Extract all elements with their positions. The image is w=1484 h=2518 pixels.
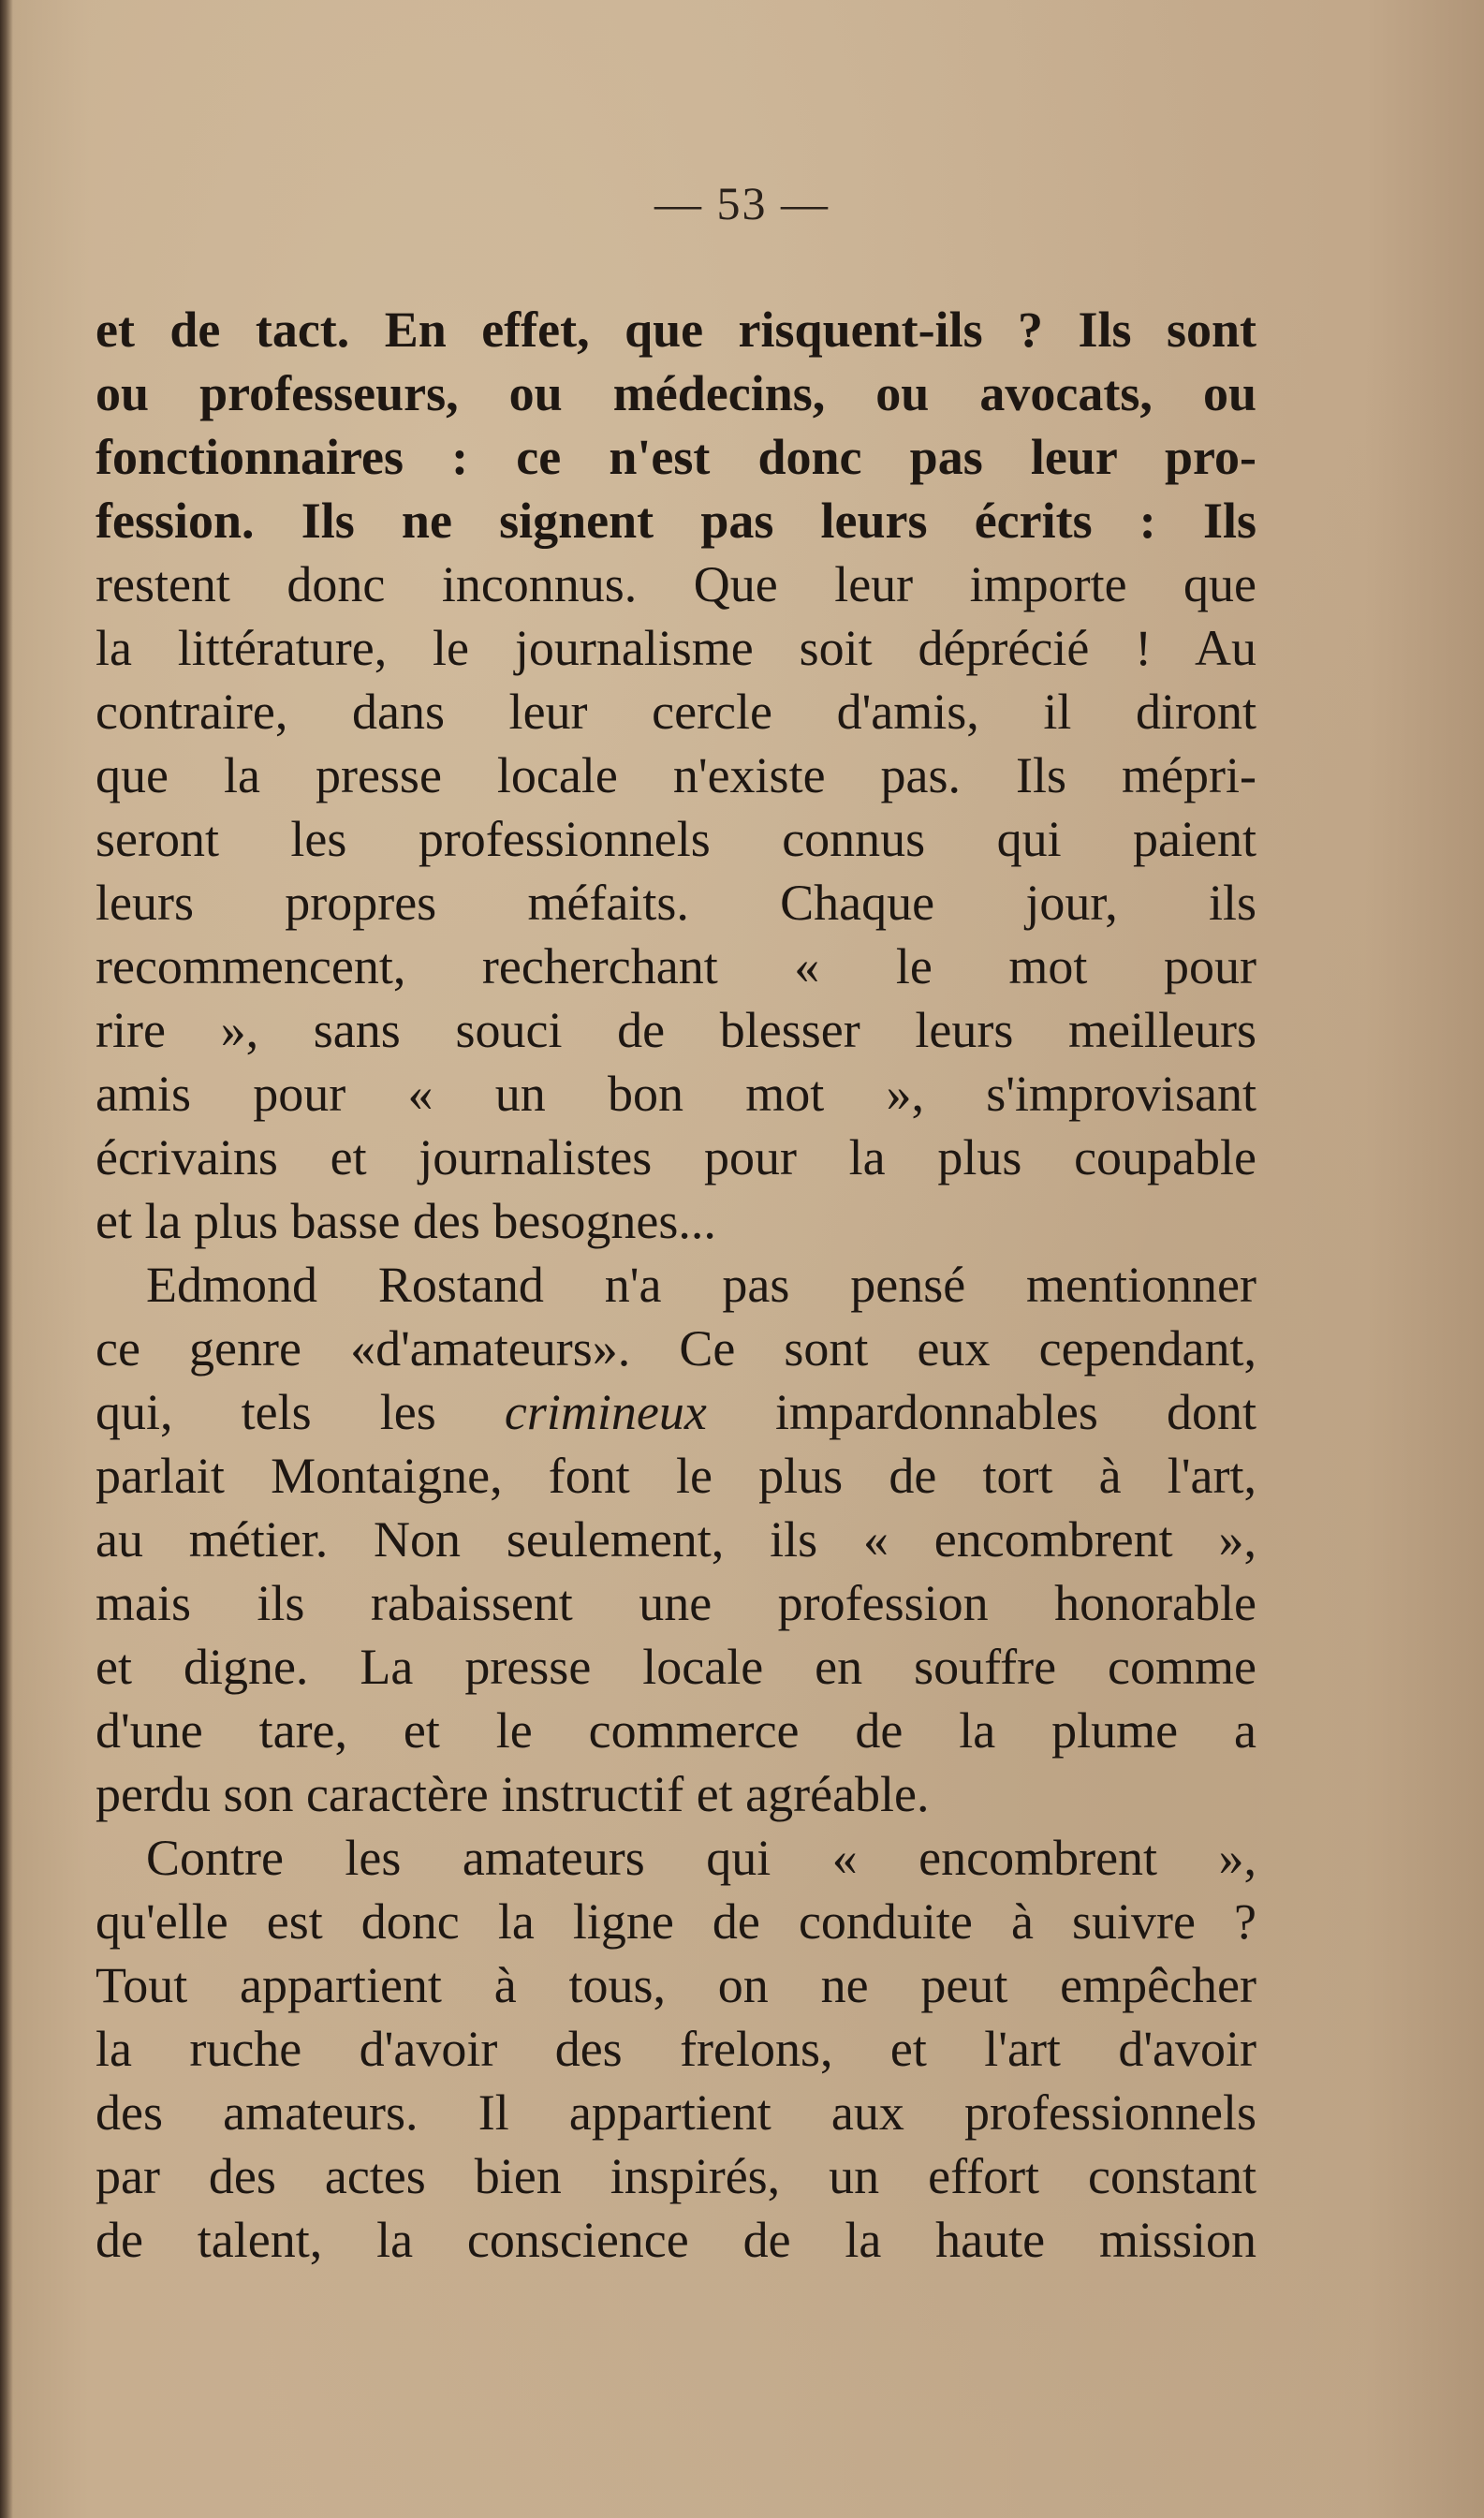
text-line: Tout appartient à tous, on ne peut empêcher — [96, 1957, 1256, 2013]
page-binding-edge — [0, 0, 13, 2518]
text-line: et de tact. En effet, que risquent-ils ? Ils sont — [96, 302, 1256, 358]
text-line: la littérature, le journalisme soit déprécié ! Au — [96, 620, 1256, 676]
paragraph-3 — [96, 1826, 1256, 2272]
text-line: recommencent, recherchant « le mot pour — [96, 938, 1256, 994]
italic-word: crimineux — [504, 1384, 707, 1440]
text-line: et digne. La presse locale en souffre comme — [96, 1639, 1256, 1695]
text-line: qu'elle est donc la ligne de conduite à suivre ? — [96, 1893, 1256, 1950]
text-line: la ruche d'avoir des frelons, et l'art d'avoir — [96, 2021, 1256, 2077]
text-line: que la presse locale n'existe pas. Ils mépri- — [96, 747, 1256, 803]
text-line: par des actes bien inspirés, un effort constant — [96, 2148, 1256, 2204]
text-line: ce genre «d'amateurs». Ce sont eux cependant, — [96, 1320, 1256, 1377]
text-line-italic-word — [96, 1380, 1256, 1444]
text-line: seront les professionnels connus qui paient — [96, 811, 1256, 867]
text-line: restent donc inconnus. Que leur importe que — [96, 556, 1256, 612]
text-line: contraire, dans leur cercle d'amis, il diront — [96, 684, 1256, 740]
paragraph-1 — [96, 298, 1256, 1253]
text-line: et la plus basse des besognes... — [96, 1193, 716, 1249]
text-line: fession. Ils ne signent pas leurs écrits : Ils — [96, 493, 1256, 549]
text-fragment: qui, tels les — [96, 1384, 505, 1440]
text-line: perdu son caractère instructif et agréable. — [96, 1766, 930, 1822]
text-line: Contre les amateurs qui « encombrent », — [146, 1830, 1256, 1886]
text-line: Edmond Rostand n'a pas pensé mentionner — [146, 1257, 1256, 1313]
text-line: écrivains et journalistes pour la plus coupable — [96, 1129, 1256, 1185]
text-line: leurs propres méfaits. Chaque jour, ils — [96, 875, 1256, 931]
paragraph-2 — [96, 1253, 1256, 1826]
text-line: parlait Montaigne, font le plus de tort à l'art, — [96, 1448, 1256, 1504]
text-line: des amateurs. Il appartient aux professionnels — [96, 2084, 1256, 2141]
body-text — [96, 298, 1256, 2272]
text-line: au métier. Non seulement, ils « encombrent », — [96, 1511, 1256, 1568]
page-number: — 53 — — [654, 177, 830, 229]
text-line: ou professeurs, ou médecins, ou avocats, ou — [96, 365, 1256, 421]
text-line: amis pour « un bon mot », s'improvisant — [96, 1066, 1256, 1122]
text-line: rire », sans souci de blesser leurs meilleurs — [96, 1002, 1256, 1058]
text-line: d'une tare, et le commerce de la plume a — [96, 1702, 1256, 1759]
text-line: mais ils rabaissent une profession honorable — [96, 1575, 1256, 1631]
text-line: fonctionnaires : ce n'est donc pas leur pro- — [96, 429, 1256, 485]
text-line: de talent, la conscience de la haute mission — [96, 2212, 1256, 2268]
text-fragment: impardonnables dont — [706, 1384, 1256, 1440]
